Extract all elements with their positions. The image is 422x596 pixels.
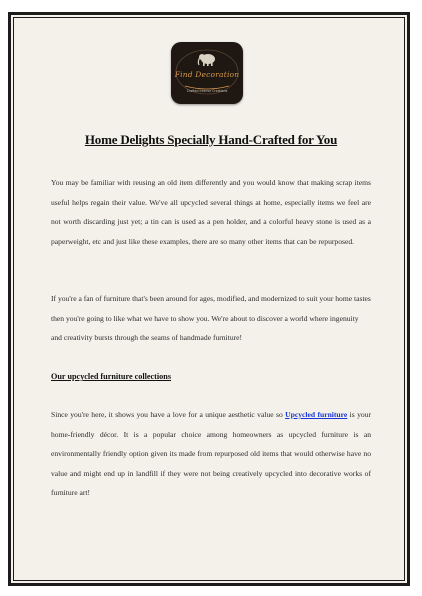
upcycled-paragraph [51,405,371,503]
intro-paragraph: You may be familiar with reusing an old item differently and you would know that making scrap items useful helps regain their value. We've all upcycled several things at home, especially items we feel are not worth discarding just yet; a tin can is used as a pen holder, and a colorful heavy stone is used as a paperweight, etc and just like these examples, there are so many other items that can be repurposed. [51,178,371,246]
paragraph-text-after-link: is your home-friendly décor. It is a popular choice among homeowners as upcycled furniture is an environmentally friendly option given its made from repurposed old items that would otherwise have no value and might end up in landfill if they were not being creatively upcycled into decorative works of furniture art! [51,410,371,497]
section-heading: Our upcycled furniture collections [51,372,172,381]
logo-text: Find Decoration [174,70,240,79]
upcycled-furniture-link[interactable]: Upcycled furniture [285,410,348,419]
logo-tagline: Crafted Interior Creations [186,89,228,93]
furniture-paragraph: If you're a fan of furniture that's been around for ages, modified, and modernized to suit your home tastes then you're going to like what we have to show you. We're about to discover a world where ingenuity and creativity bursts through the seams of handmade furniture! [51,294,371,342]
brand-logo [171,42,243,104]
page-title: Home Delights Specially Hand-Crafted for You [84,132,338,147]
paragraph-text-before-link: Since you're here, it shows you have a love for a unique aesthetic value so [51,410,286,419]
